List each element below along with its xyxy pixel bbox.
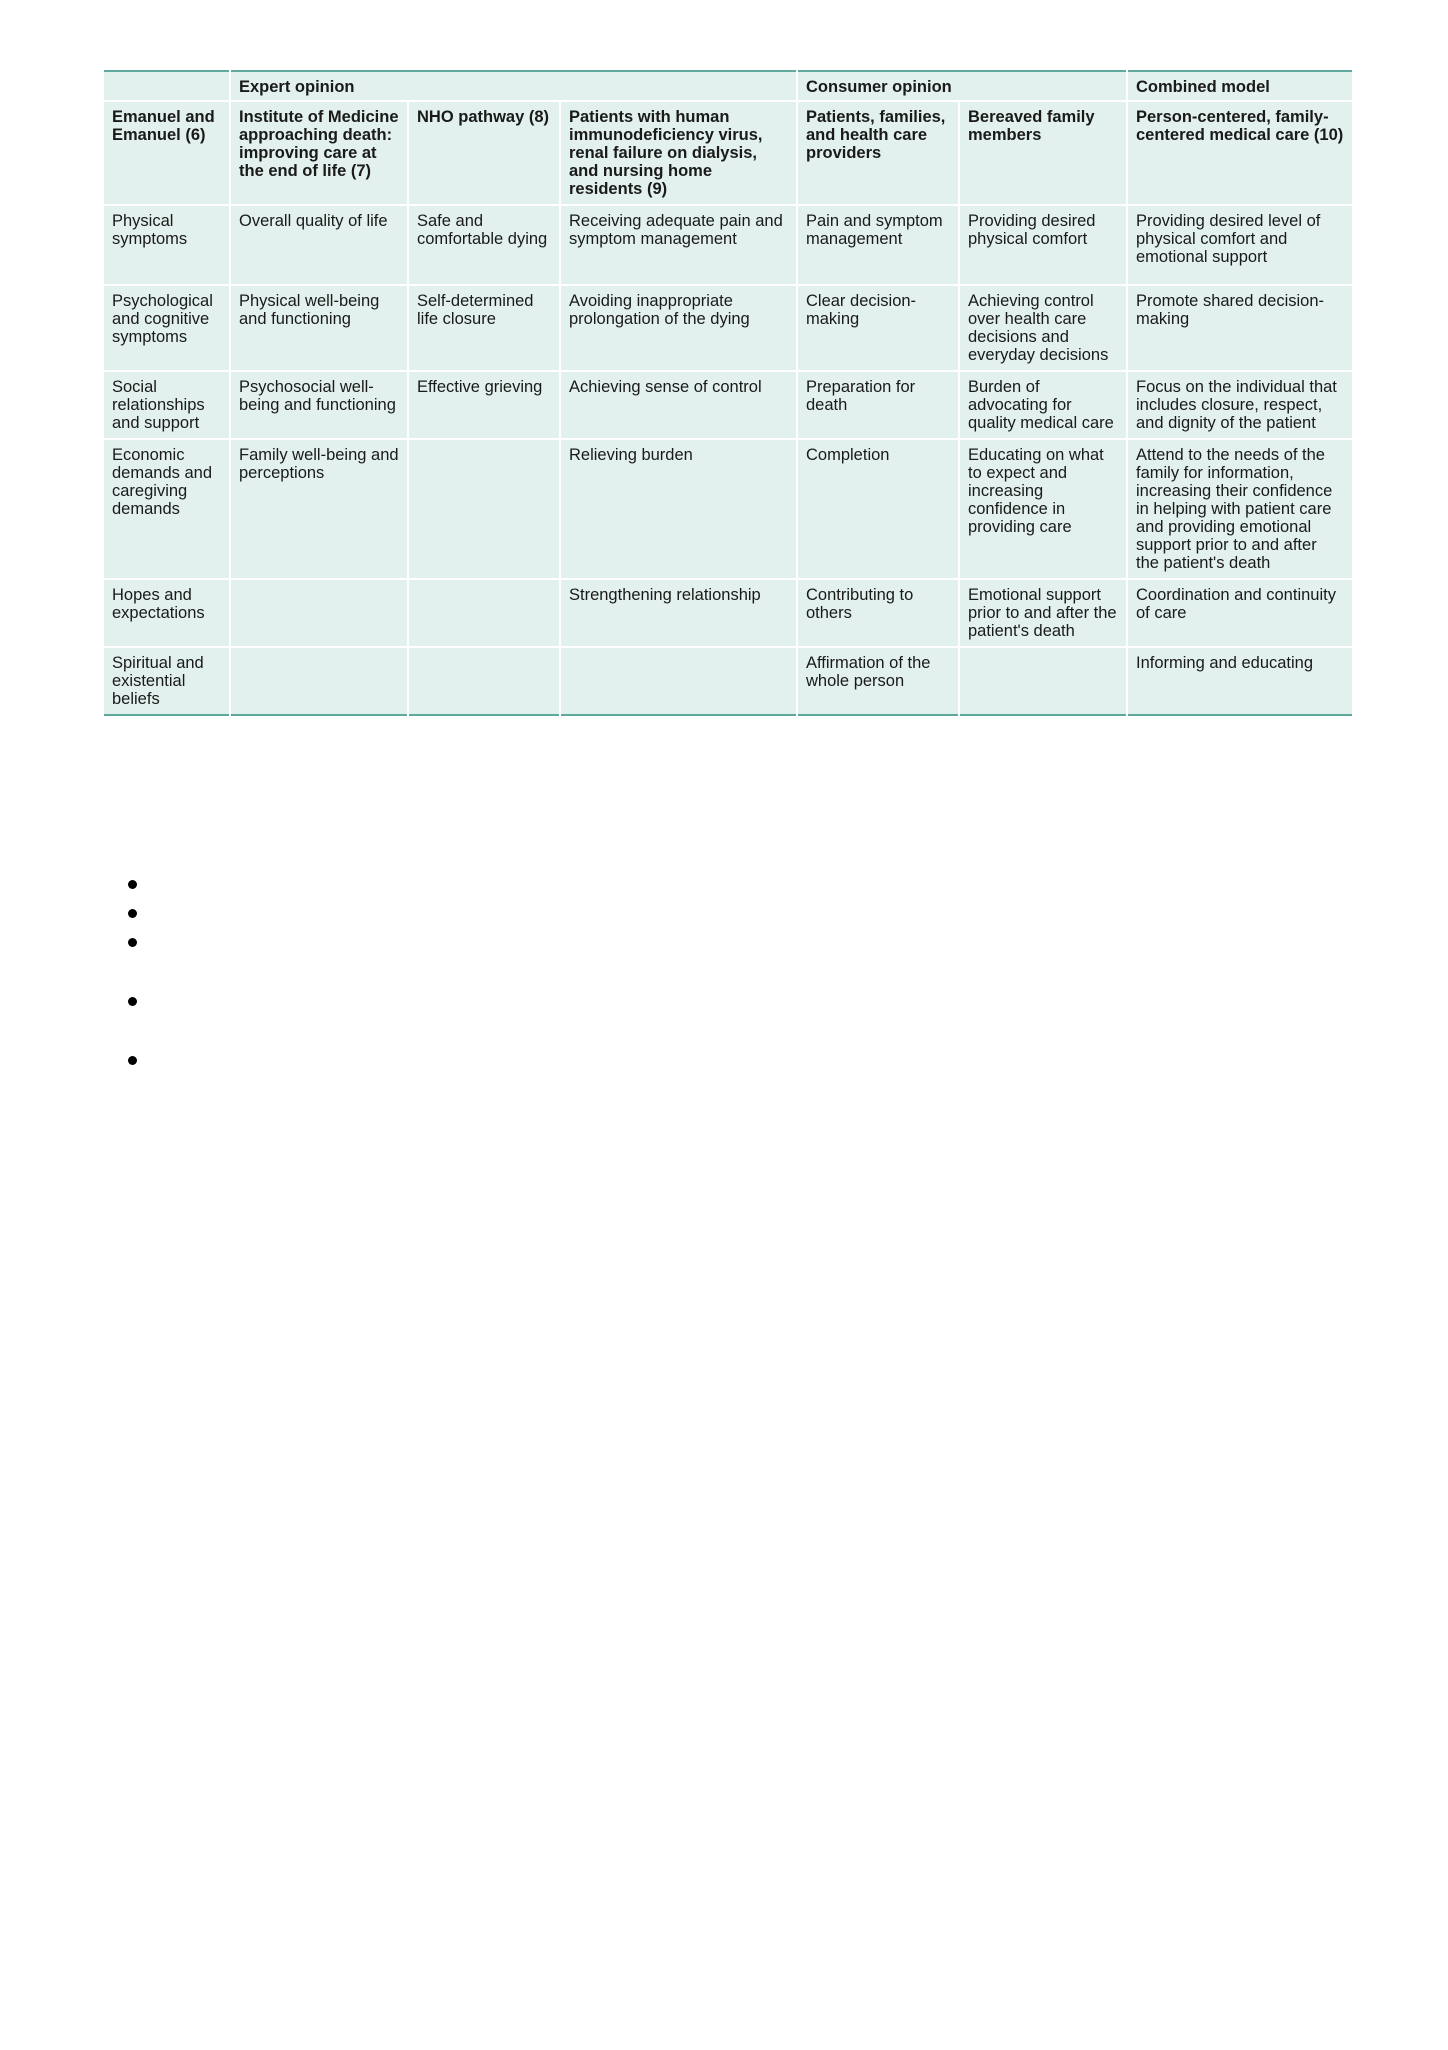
column-header: Emanuel and Emanuel (6) <box>104 101 230 205</box>
group-empty-cell <box>104 71 230 101</box>
bullet-item <box>128 997 138 1007</box>
column-header: Bereaved family members <box>959 101 1127 205</box>
table-cell: Focus on the individual that includes closure, respect, and dignity of the patient <box>1127 371 1352 439</box>
bullet-icon <box>128 880 137 889</box>
table-cell: Completion <box>797 439 959 579</box>
bullet-icon <box>128 938 137 947</box>
group-combined-model: Combined model <box>1127 71 1352 101</box>
bullet-item <box>128 909 138 919</box>
bullet-item <box>128 1056 138 1066</box>
bullet-icon <box>128 909 137 918</box>
table-cell <box>560 647 797 715</box>
table-cell: Informing and educating <box>1127 647 1352 715</box>
column-header: NHO pathway (8) <box>408 101 560 205</box>
table-cell: Relieving burden <box>560 439 797 579</box>
table-cell: Safe and comfortable dying <box>408 205 560 285</box>
column-header-row <box>104 101 1352 205</box>
table-cell <box>959 647 1127 715</box>
table-cell <box>408 647 560 715</box>
table-cell: Achieving control over health care decisions and everyday decisions <box>959 285 1127 371</box>
table-cell: Clear decision-making <box>797 285 959 371</box>
table-cell: Contributing to others <box>797 579 959 647</box>
column-header: Person-centered, family-centered medical care (10) <box>1127 101 1352 205</box>
table-cell: Receiving adequate pain and symptom management <box>560 205 797 285</box>
group-header-row <box>104 71 1352 101</box>
group-consumer-opinion: Consumer opinion <box>797 71 1127 101</box>
table-row <box>104 285 1352 371</box>
table-cell: Affirmation of the whole person <box>797 647 959 715</box>
bullet-icon <box>128 1056 137 1065</box>
table-row <box>104 439 1352 579</box>
table-cell <box>230 647 408 715</box>
bullet-icon <box>128 997 137 1006</box>
table-cell: Attend to the needs of the family for information, increasing their confidence in helping with patient care and providing emotional support prior to and after the patient's death <box>1127 439 1352 579</box>
table-cell: Effective grieving <box>408 371 560 439</box>
table-cell: Hopes and expectations <box>104 579 230 647</box>
table-cell: Spiritual and existential beliefs <box>104 647 230 715</box>
table-cell: Psychological and cognitive symptoms <box>104 285 230 371</box>
table-cell: Providing desired physical comfort <box>959 205 1127 285</box>
table-cell: Avoiding inappropriate prolongation of the dying <box>560 285 797 371</box>
table-cell: Psychosocial well-being and functioning <box>230 371 408 439</box>
table-cell: Social relationships and support <box>104 371 230 439</box>
table-cell: Physical symptoms <box>104 205 230 285</box>
column-header: Institute of Medicine approaching death: improving care at the end of life (7) <box>230 101 408 205</box>
table-cell: Emotional support prior to and after the patient's death <box>959 579 1127 647</box>
table-cell: Strengthening relationship <box>560 579 797 647</box>
table-cell: Providing desired level of physical comfort and emotional support <box>1127 205 1352 285</box>
table-cell <box>408 439 560 579</box>
table-cell: Coordination and continuity of care <box>1127 579 1352 647</box>
table-cell: Overall quality of life <box>230 205 408 285</box>
table-cell <box>408 579 560 647</box>
table-cell: Preparation for death <box>797 371 959 439</box>
column-header: Patients, families, and health care providers <box>797 101 959 205</box>
table-cell: Economic demands and caregiving demands <box>104 439 230 579</box>
quality-of-care-domains-table <box>104 70 1352 716</box>
table-cell: Burden of advocating for quality medical care <box>959 371 1127 439</box>
bullet-item <box>128 880 138 890</box>
table-row <box>104 579 1352 647</box>
group-expert-opinion: Expert opinion <box>230 71 797 101</box>
bullet-item <box>128 938 138 948</box>
table-row <box>104 647 1352 715</box>
table-cell <box>230 579 408 647</box>
table-cell: Pain and symptom management <box>797 205 959 285</box>
table-cell: Physical well-being and functioning <box>230 285 408 371</box>
table-cell: Promote shared decision-making <box>1127 285 1352 371</box>
column-header: Patients with human immunodeficiency virus, renal failure on dialysis, and nursing home residents (9) <box>560 101 797 205</box>
table-cell: Family well-being and perceptions <box>230 439 408 579</box>
table-row <box>104 205 1352 285</box>
table-row <box>104 371 1352 439</box>
table-cell: Achieving sense of control <box>560 371 797 439</box>
table-cell: Educating on what to expect and increasing confidence in providing care <box>959 439 1127 579</box>
table-cell: Self-determined life closure <box>408 285 560 371</box>
